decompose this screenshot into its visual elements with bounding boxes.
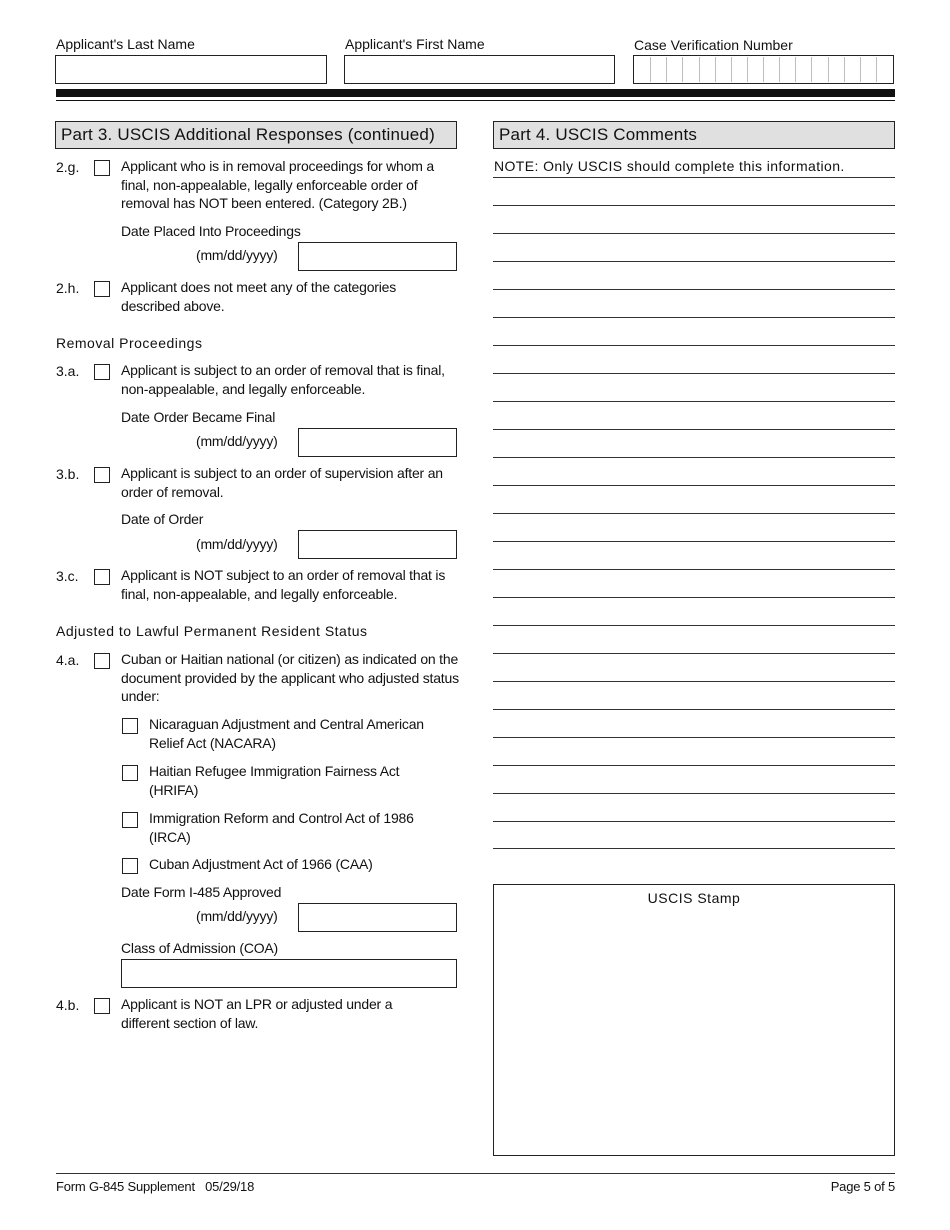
item-3a-text: Applicant is subject to an order of removal that is final, non-appealable, and legally enforceable. (121, 362, 445, 397)
comment-line[interactable] (493, 457, 895, 458)
item-4b-number: 4.b. (56, 997, 80, 1013)
item-3c-checkbox[interactable] (94, 569, 110, 585)
comment-line[interactable] (493, 793, 895, 794)
comment-line[interactable] (493, 317, 895, 318)
comment-line[interactable] (493, 177, 895, 178)
item-4a-text: Cuban or Haitian national (or citizen) as indicated on the document provided by the applicant who adjusted status under: (121, 651, 459, 704)
item-3a-date-label: Date Order Became Final (121, 409, 276, 425)
comment-line[interactable] (493, 233, 895, 234)
item-3a-date-format: (mm/dd/yyyy) (196, 433, 278, 449)
footer-form-id: Form G-845 Supplement 05/29/18 (56, 1179, 255, 1194)
item-4b-checkbox[interactable] (94, 998, 110, 1014)
item-3b-date-label: Date of Order (121, 511, 204, 527)
comment-line[interactable] (493, 373, 895, 374)
irca-label: Immigration Reform and Control Act of 1986 (IRCA) (149, 810, 414, 845)
comment-line[interactable] (493, 625, 895, 626)
comment-line[interactable] (493, 513, 895, 514)
first-name-input[interactable] (344, 55, 615, 84)
case-verification-input[interactable] (633, 55, 894, 84)
part4-note: NOTE: Only USCIS should complete this information. (494, 158, 845, 174)
header-thin-rule (56, 100, 895, 101)
comment-line[interactable] (493, 709, 895, 710)
item-2g-date-input[interactable] (298, 242, 457, 271)
comment-line[interactable] (493, 429, 895, 430)
comment-line[interactable] (493, 737, 895, 738)
case-verification-label: Case Verification Number (634, 37, 793, 53)
footer-page-number: Page 5 of 5 (830, 1179, 895, 1194)
caa-label: Cuban Adjustment Act of 1966 (CAA) (149, 856, 373, 872)
item-3a-checkbox[interactable] (94, 364, 110, 380)
lpr-status-heading: Adjusted to Lawful Permanent Resident Status (56, 623, 368, 639)
item-3b-date-input[interactable] (298, 530, 457, 559)
item-2g-number: 2.g. (56, 159, 80, 175)
uscis-stamp-label: USCIS Stamp (647, 890, 741, 906)
comment-line[interactable] (493, 569, 895, 570)
coa-label: Class of Admission (COA) (121, 940, 279, 956)
item-3c-text: Applicant is NOT subject to an order of removal that is final, non-appealable, and legally enforceable. (121, 567, 446, 602)
item-2g-date-label: Date Placed Into Proceedings (121, 223, 301, 239)
item-4a-date-input[interactable] (298, 903, 457, 932)
comment-line[interactable] (493, 485, 895, 486)
item-3b-checkbox[interactable] (94, 467, 110, 483)
removal-proceedings-heading: Removal Proceedings (56, 335, 203, 351)
hrifa-checkbox[interactable] (122, 765, 138, 781)
uscis-stamp-box (493, 884, 895, 1156)
item-3b-date-format: (mm/dd/yyyy) (196, 536, 278, 552)
comment-line[interactable] (493, 261, 895, 262)
item-4a-date-label: Date Form I-485 Approved (121, 884, 282, 900)
comment-line[interactable] (493, 205, 895, 206)
item-4a-number: 4.a. (56, 652, 80, 668)
part3-title: Part 3. USCIS Additional Responses (continued) (55, 121, 457, 149)
item-2h-number: 2.h. (56, 280, 80, 296)
item-2h-checkbox[interactable] (94, 281, 110, 297)
header-thick-rule (56, 89, 895, 97)
irca-checkbox[interactable] (122, 812, 138, 828)
hrifa-label: Haitian Refugee Immigration Fairness Act (HRIFA) (149, 763, 400, 798)
nacara-checkbox[interactable] (122, 718, 138, 734)
comment-line[interactable] (493, 597, 895, 598)
caa-checkbox[interactable] (122, 858, 138, 874)
item-3c-number: 3.c. (56, 568, 79, 584)
item-2g-text: Applicant who is in removal proceedings for whom a final, non-appealable, legally enforceable order of removal has NOT been entered. (Category 2B.) (121, 158, 434, 211)
item-3a-number: 3.a. (56, 363, 80, 379)
case-verification-cells (635, 57, 892, 82)
item-4b-text: Applicant is NOT an LPR or adjusted under a different section of law. (121, 996, 393, 1031)
item-2g-date-format: (mm/dd/yyyy) (196, 247, 278, 263)
comment-line[interactable] (493, 681, 895, 682)
item-3b-number: 3.b. (56, 466, 80, 482)
comment-line[interactable] (493, 401, 895, 402)
coa-input[interactable] (121, 959, 457, 988)
item-2g-checkbox[interactable] (94, 160, 110, 176)
item-3b-text: Applicant is subject to an order of supervision after an order of removal. (121, 465, 443, 500)
item-3a-date-input[interactable] (298, 428, 457, 457)
first-name-label: Applicant's First Name (345, 36, 485, 52)
comment-line[interactable] (493, 653, 895, 654)
item-2h-text: Applicant does not meet any of the categories described above. (121, 279, 397, 314)
item-4a-date-format: (mm/dd/yyyy) (196, 908, 278, 924)
footer-rule (56, 1173, 895, 1174)
last-name-label: Applicant's Last Name (56, 36, 195, 52)
comment-line[interactable] (493, 345, 895, 346)
comment-line[interactable] (493, 821, 895, 822)
comment-line[interactable] (493, 765, 895, 766)
last-name-input[interactable] (55, 55, 327, 84)
comment-line[interactable] (493, 289, 895, 290)
part4-title: Part 4. USCIS Comments (493, 121, 895, 149)
comment-line[interactable] (493, 541, 895, 542)
comment-line[interactable] (493, 848, 895, 849)
nacara-label: Nicaraguan Adjustment and Central American Relief Act (NACARA) (149, 716, 424, 751)
item-4a-checkbox[interactable] (94, 653, 110, 669)
